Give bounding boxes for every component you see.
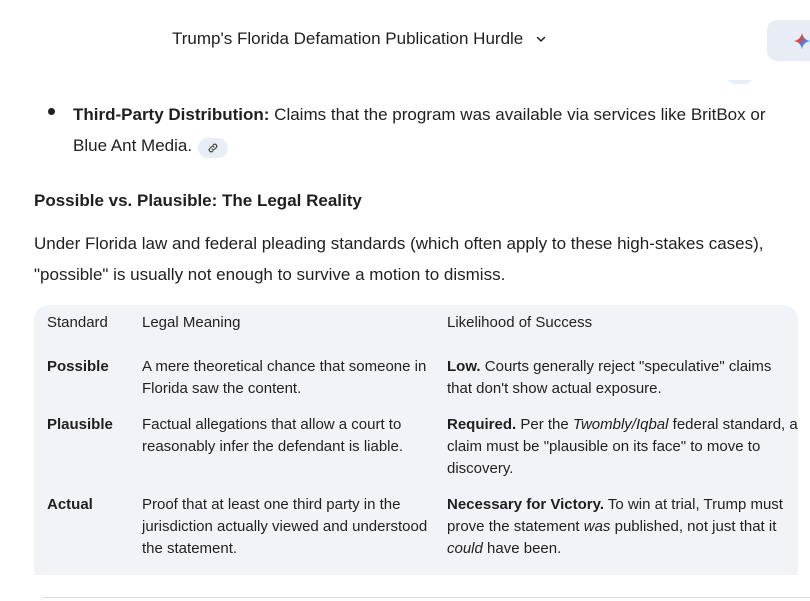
link-icon xyxy=(207,142,219,154)
likelihood-italic: Twombly/Iqbal xyxy=(572,416,669,433)
cell-standard xyxy=(34,342,142,414)
table-row xyxy=(34,494,798,560)
column-header: Legal Meaning xyxy=(142,314,241,331)
gemini-sparkle-icon xyxy=(793,32,810,50)
cell-standard xyxy=(34,494,142,560)
likelihood-text: Courts generally reject "speculative" claims that don't show actual exposure. xyxy=(447,358,772,397)
conversation-title-dropdown[interactable] xyxy=(172,29,547,49)
likelihood-italic: was xyxy=(583,518,611,535)
table-header-row xyxy=(34,305,798,342)
cell-likelihood xyxy=(447,414,798,494)
cell-likelihood xyxy=(447,494,798,560)
cell-meaning: Proof that at least one third party in the jurisdiction actually viewed and understood the statement. xyxy=(142,496,428,557)
table-row xyxy=(34,342,798,414)
comparison-table xyxy=(34,305,798,585)
likelihood-mid: published, not just that it xyxy=(610,518,777,535)
table-row xyxy=(34,414,798,494)
bullet-item xyxy=(73,99,798,161)
likelihood-pre: Per the xyxy=(516,416,573,433)
section-heading: Possible vs. Plausible: The Legal Reality xyxy=(34,191,362,210)
cell-likelihood xyxy=(447,342,798,414)
likelihood-bold: Necessary for Victory. xyxy=(447,496,605,513)
gemini-button[interactable] xyxy=(767,20,810,61)
likelihood-text: have been. xyxy=(482,540,562,557)
input-area-edge xyxy=(40,597,810,601)
source-link-button[interactable] xyxy=(198,138,228,158)
likelihood-bold: Low. xyxy=(447,358,481,375)
bullet-body: Claims that the program was available via services like BritBox or Blue Ant Media. xyxy=(73,105,766,155)
standard-label: Actual xyxy=(47,496,93,513)
top-bar xyxy=(0,0,810,80)
likelihood-bold: Required. xyxy=(447,416,517,433)
standard-label: Plausible xyxy=(47,416,113,433)
cell-meaning: A mere theoretical chance that someone in Florida saw the content. xyxy=(142,358,427,397)
conversation-title: Trump's Florida Defamation Publication Hurdle xyxy=(172,29,524,48)
column-header: Likelihood of Success xyxy=(447,314,593,331)
column-header: Standard xyxy=(47,314,108,331)
likelihood-text: federal standard, a claim must be "plausible on its face" to move to discovery. xyxy=(447,416,798,477)
cell-meaning: Factual allegations that allow a court to reasonably infer the defendant is liable. xyxy=(142,416,404,455)
chevron-down-icon xyxy=(535,33,547,45)
bullet-label: Third-Party Distribution: xyxy=(73,105,270,124)
standard-label: Possible xyxy=(47,358,109,375)
likelihood-pre: To win at trial, Trump must prove the statement xyxy=(447,496,783,535)
section-paragraph: Under Florida law and federal pleading standards (which often apply to these high-stakes cases), "possible" is usually not enough to survive a motion to dismiss. xyxy=(34,234,764,284)
cell-standard xyxy=(34,414,142,494)
likelihood-italic-2: could xyxy=(447,540,483,557)
bullet-dot xyxy=(48,108,55,115)
